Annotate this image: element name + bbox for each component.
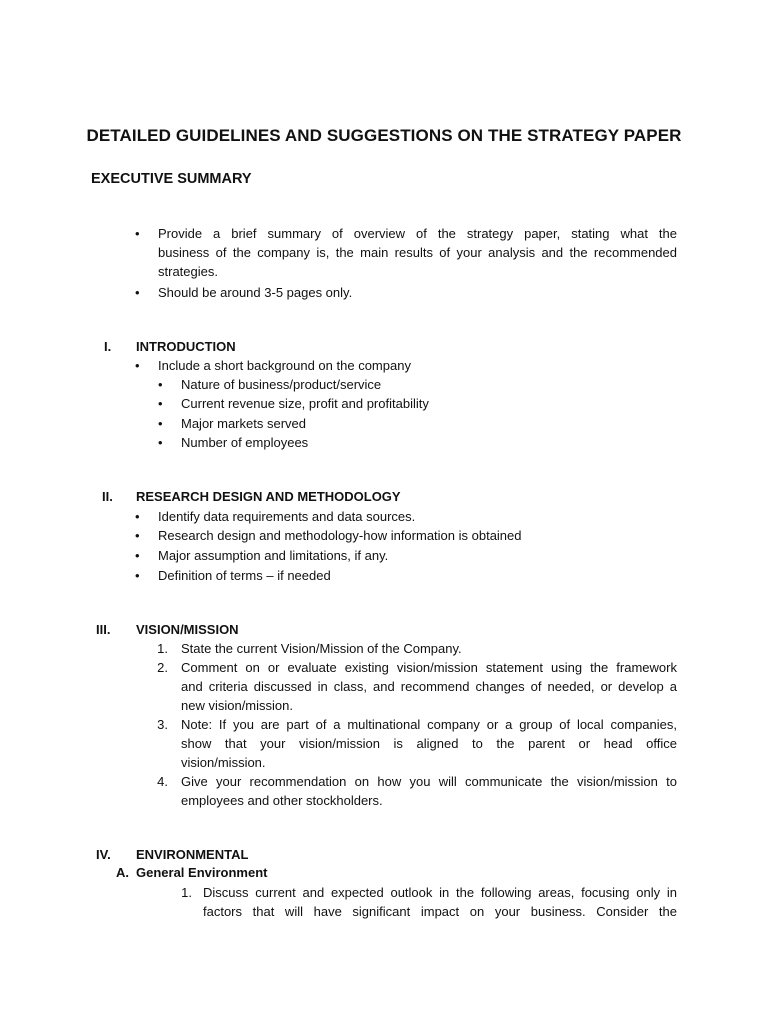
list-item: Major assumption and limitations, if any.	[158, 548, 389, 563]
list-item: Include a short background on the company	[158, 358, 411, 373]
list-item-line: Provide a brief summary of overview of the strategy paper, stating what the	[158, 226, 677, 241]
item-number: 3.	[157, 717, 168, 732]
executive-summary-heading: EXECUTIVE SUMMARY	[91, 171, 252, 187]
bullet-marker: •	[158, 396, 163, 411]
list-item-line: strategies.	[158, 264, 218, 279]
list-item: Identify data requirements and data sources.	[158, 509, 416, 524]
bullet-marker: •	[135, 548, 140, 563]
section-numeral: I.	[104, 339, 112, 354]
list-item: Major markets served	[181, 416, 306, 431]
subsection-letter: A.	[116, 865, 129, 880]
bullet-marker: •	[135, 285, 140, 300]
item-number: 1.	[181, 885, 192, 900]
bullet-marker: •	[135, 568, 140, 583]
list-item-line: vision/mission.	[181, 755, 266, 770]
list-item: Definition of terms – if needed	[158, 568, 331, 583]
section-numeral: II.	[102, 489, 113, 504]
section-heading: INTRODUCTION	[136, 339, 236, 354]
list-item-line: business of the company is, the main results of your analysis and the recommended	[158, 245, 677, 260]
list-item-line: Give your recommendation on how you will communicate the vision/mission to	[181, 774, 677, 789]
document-title: DETAILED GUIDELINES AND SUGGESTIONS ON THE STRATEGY PAPER	[86, 126, 682, 145]
list-item-line: show that your vision/mission is aligned to the parent or head office	[181, 736, 677, 751]
bullet-marker: •	[135, 528, 140, 543]
list-item-line: Note: If you are part of a multinational company or a group of local companies,	[181, 717, 677, 732]
bullet-marker: •	[135, 358, 140, 373]
bullet-marker: •	[158, 416, 163, 431]
bullet-marker: •	[158, 377, 163, 392]
subsection-heading: General Environment	[136, 865, 268, 880]
list-item-line: new vision/mission.	[181, 698, 293, 713]
bullet-marker: •	[135, 509, 140, 524]
section-heading: ENVIRONMENTAL	[136, 847, 249, 862]
list-item-line: State the current Vision/Mission of the Company.	[181, 641, 462, 656]
section-numeral: III.	[96, 622, 111, 637]
list-item-line: employees and other stockholders.	[181, 793, 383, 808]
item-number: 1.	[157, 641, 168, 656]
section-heading: VISION/MISSION	[136, 622, 239, 637]
list-item-line: and criteria discussed in class, and recommend changes of needed, or develop a	[181, 679, 677, 694]
section-heading: RESEARCH DESIGN AND METHODOLOGY	[136, 489, 401, 504]
bullet-marker: •	[135, 226, 140, 241]
list-item-line: factors that will have significant impact on your business. Consider the	[203, 904, 677, 919]
bullet-marker: •	[158, 435, 163, 450]
list-item: Current revenue size, profit and profitability	[181, 396, 429, 411]
list-item-line: Discuss current and expected outlook in the following areas, focusing only in	[203, 885, 677, 900]
list-item-line: Should be around 3-5 pages only.	[158, 285, 353, 300]
item-number: 4.	[157, 774, 168, 789]
item-number: 2.	[157, 660, 168, 675]
list-item: Nature of business/product/service	[181, 377, 382, 392]
list-item-line: Comment on or evaluate existing vision/mission statement using the framework	[181, 660, 677, 675]
list-item: Number of employees	[181, 435, 309, 450]
section-numeral: IV.	[96, 847, 111, 862]
list-item: Research design and methodology-how information is obtained	[158, 528, 522, 543]
